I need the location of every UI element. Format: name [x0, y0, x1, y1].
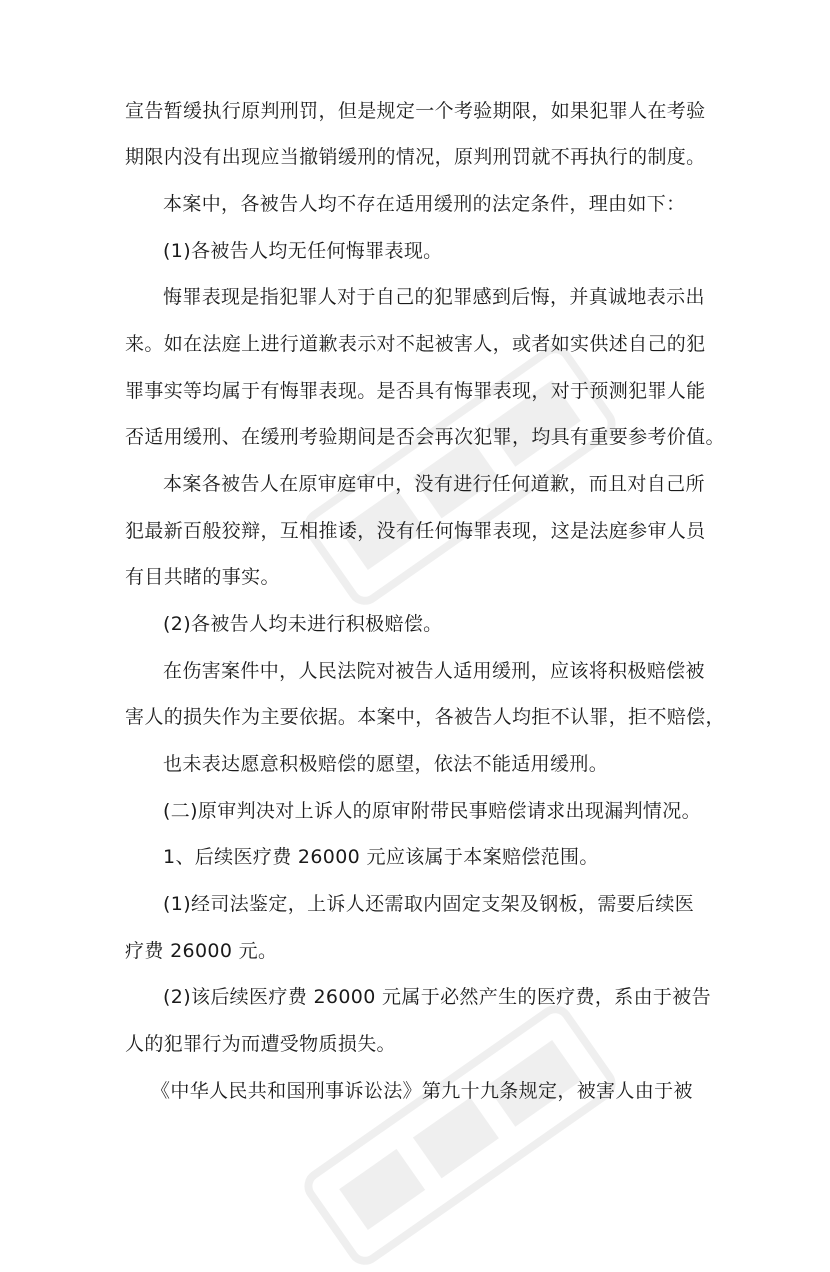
- text-line: 否适用缓刑、在缓刑考验期间是否会再次犯罪，均具有重要参考价值。: [125, 426, 725, 448]
- text-line: 期限内没有出现应当撤销缓刑的情况，原判刑罚就不再执行的制度。: [125, 146, 706, 168]
- text-line: (2)该后续医疗费 26000 元属于必然产生的医疗费，系由于被告: [163, 986, 711, 1008]
- text-line: 有目共睹的事实。: [125, 566, 280, 588]
- text-line: 1、后续医疗费 26000 元应该属于本案赔偿范围。: [163, 846, 599, 868]
- text-line: 来。如在法庭上进行道歉表示对不起被害人，或者如实供述自己的犯: [125, 333, 706, 355]
- text-line: 本案各被告人在原审庭审中，没有进行任何道歉，而且对自己所: [163, 473, 705, 495]
- text-line: (1)各被告人均无任何悔罪表现。: [163, 240, 443, 262]
- text-line: 本案中，各被告人均不存在适用缓刑的法定条件，理由如下：: [163, 193, 686, 215]
- text-line: (1)经司法鉴定，上诉人还需取内固定支架及钢板，需要后续医: [163, 893, 695, 915]
- text-line: 犯最新百般狡辩，互相推诿，没有任何悔罪表现，这是法庭参审人员: [125, 520, 706, 542]
- text-line: 人的犯罪行为而遭受物质损失。: [125, 1033, 396, 1055]
- text-line: 疗费 26000 元。: [125, 940, 278, 962]
- text-line: 《中华人民共和国刑事诉讼法》第九十九条规定，被害人由于被: [151, 1080, 693, 1102]
- text-line: 害人的损失作为主要依据。本案中，各被告人均拒不认罪，拒不赔偿，: [125, 706, 725, 728]
- text-line: (2)各被告人均未进行积极赔偿。: [163, 613, 443, 635]
- text-line: 也未表达愿意积极赔偿的愿望，依法不能适用缓刑。: [163, 753, 609, 775]
- text-line: 宣告暂缓执行原判刑罚，但是规定一个考验期限，如果犯罪人在考验: [125, 100, 706, 122]
- text-line: 罪事实等均属于有悔罪表现。是否具有悔罪表现，对于预测犯罪人能: [125, 380, 706, 402]
- text-line: 悔罪表现是指犯罪人对于自己的犯罪感到后悔，并真诚地表示出: [163, 286, 705, 308]
- text-line: (二)原审判决对上诉人的原审附带民事赔偿请求出现漏判情况。: [163, 800, 701, 822]
- text-line: 在伤害案件中，人民法院对被告人适用缓刑，应该将积极赔偿被: [163, 660, 705, 682]
